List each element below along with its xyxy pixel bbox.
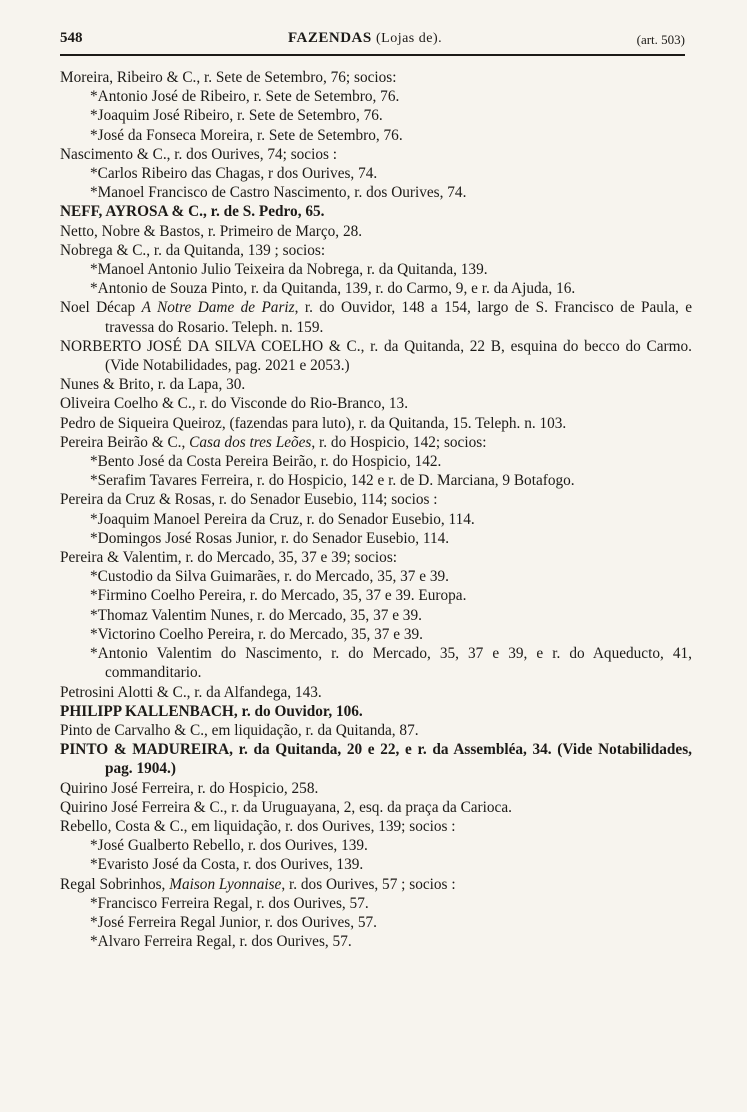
firm-entry: Rebello, Costa & C., em liquidação, r. dos Ourives, 139; socios : — [60, 817, 456, 835]
firm-entry: Nobrega & C., r. da Quitanda, 139 ; socios: — [60, 241, 326, 259]
partner-entry: *Alvaro Ferreira Regal, r. dos Ourives, 57. — [90, 933, 352, 951]
shop-name: Casa dos tres Leões — [189, 433, 312, 451]
partner-entry: *Victorino Coelho Pereira, r. do Mercado, 35, 37 e 39. — [90, 625, 423, 643]
firm-entry: Nunes & Brito, r. da Lapa, 30. — [60, 376, 246, 394]
firm-entry: PINTO & MADUREIRA, r. da Quitanda, 20 e 22, e r. da Assembléa, 34. (Vide Notabilidades, pag. 1904.) — [60, 741, 692, 778]
partner-entry: *Joaquim Manoel Pereira da Cruz, r. do Senador Eusebio, 114. — [90, 510, 475, 528]
shop-name: A Notre Dame de Pariz — [141, 299, 295, 317]
firm-entry — [60, 298, 692, 336]
firm-entry: Oliveira Coelho & C., r. do Visconde do Rio-Branco, 13. — [60, 395, 409, 413]
firm-entry: NORBERTO JOSÉ DA SILVA COELHO & C., r. da Quitanda, 22 B, esquina do becco do Carmo. (Vide Notabilidades, pag. 2021 e 2053.) — [60, 337, 692, 375]
firm-entry: Pedro de Siqueira Queiroz, (fazendas para luto), r. da Quitanda, 15. Teleph. n. 103. — [60, 414, 567, 432]
partner-entry: *Antonio de Souza Pinto, r. da Quitanda, 139, r. do Carmo, 9, e r. da Ajuda, 16. — [90, 280, 576, 298]
firm-entry: Pereira & Valentim, r. do Mercado, 35, 37 e 39; socios: — [60, 549, 398, 567]
firm-entry — [60, 875, 692, 894]
firm-entry: Nascimento & C., r. dos Ourives, 74; socios : — [60, 145, 338, 163]
partner-entry: *Carlos Ribeiro das Chagas, r dos Ourives, 74. — [90, 165, 378, 183]
entry-list — [60, 68, 692, 951]
partner-entry: *Custodio da Silva Guimarães, r. do Mercado, 35, 37 e 39. — [90, 568, 449, 586]
partner-entry: *Firmino Coelho Pereira, r. do Mercado, 35, 37 e 39. Europa. — [90, 587, 467, 605]
firm-name: Pereira Beirão & C., — [60, 433, 190, 451]
entry-address: , r. do Hospicio, 142; socios: — [311, 433, 487, 451]
partner-entry: *Thomaz Valentim Nunes, r. do Mercado, 35, 37 e 39. — [90, 606, 422, 624]
entry-address: , r. do Ouvidor, 148 a 154, largo de S. Francisco de Paula, e travessa do Rosario. Teleph. n. 159. — [105, 299, 692, 336]
firm-name: Noel Décap — [60, 299, 142, 317]
page-number: 548 — [60, 30, 83, 46]
firm-entry — [60, 433, 692, 452]
partner-entry: *Antonio Valentim do Nascimento, r. do Mercado, 35, 37 e 39, e r. do Aqueducto, 41, commanditario. — [90, 645, 692, 682]
partner-entry: *Manoel Francisco de Castro Nascimento, r. dos Ourives, 74. — [90, 184, 467, 202]
page-title — [288, 30, 442, 47]
firm-entry: Pereira da Cruz & Rosas, r. do Senador Eusebio, 114; socios : — [60, 491, 438, 509]
page-header — [60, 30, 685, 52]
section-subtitle: (Lojas de). — [375, 31, 443, 46]
shop-name: Maison Lyonnaise — [169, 875, 282, 893]
firm-entry: Netto, Nobre & Bastos, r. Primeiro de Março, 28. — [60, 222, 363, 240]
partner-entry: *Antonio José de Ribeiro, r. Sete de Setembro, 76. — [90, 88, 400, 106]
partner-entry: *Domingos José Rosas Junior, r. do Senador Eusebio, 114. — [90, 529, 450, 547]
entry-address: , r. dos Ourives, 57 ; socios : — [281, 875, 456, 893]
partner-entry: *Manoel Antonio Julio Teixeira da Nobrega, r. da Quitanda, 139. — [90, 261, 488, 279]
firm-entry: Petrosini Alotti & C., r. da Alfandega, 143. — [60, 683, 322, 701]
partner-entry: *José da Fonseca Moreira, r. Sete de Setembro, 76. — [90, 126, 403, 144]
section-title: FAZENDAS — [288, 30, 372, 46]
partner-entry: *Serafim Tavares Ferreira, r. do Hospicio, 142 e r. de D. Marciana, 9 Botafogo. — [90, 472, 575, 490]
partner-entry: *Evaristo José da Costa, r. dos Ourives, 139. — [90, 856, 364, 874]
firm-entry: Pinto de Carvalho & C., em liquidação, r. da Quitanda, 87. — [60, 721, 419, 739]
partner-entry: *Bento José da Costa Pereira Beirão, r. do Hospicio, 142. — [90, 453, 442, 471]
partner-entry: *José Gualberto Rebello, r. dos Ourives, 139. — [90, 837, 368, 855]
firm-entry: NEFF, AYROSA & C., r. de S. Pedro, 65. — [60, 203, 325, 221]
firm-entry: PHILIPP KALLENBACH, r. do Ouvidor, 106. — [60, 702, 363, 720]
partner-entry: *Joaquim José Ribeiro, r. Sete de Setembro, 76. — [90, 107, 383, 125]
firm-entry: Quirino José Ferreira, r. do Hospicio, 258. — [60, 779, 319, 797]
partner-entry: *Francisco Ferreira Regal, r. dos Ourives, 57. — [90, 894, 369, 912]
firm-name: Regal Sobrinhos, — [60, 875, 170, 893]
partner-entry: *José Ferreira Regal Junior, r. dos Ourives, 57. — [90, 913, 378, 931]
header-rule — [60, 54, 685, 56]
firm-entry: Quirino José Ferreira & C., r. da Uruguayana, 2, esq. da praça da Carioca. — [60, 798, 512, 816]
article-reference: (art. 503) — [636, 32, 685, 47]
firm-entry: Moreira, Ribeiro & C., r. Sete de Setembro, 76; socios: — [60, 69, 397, 86]
